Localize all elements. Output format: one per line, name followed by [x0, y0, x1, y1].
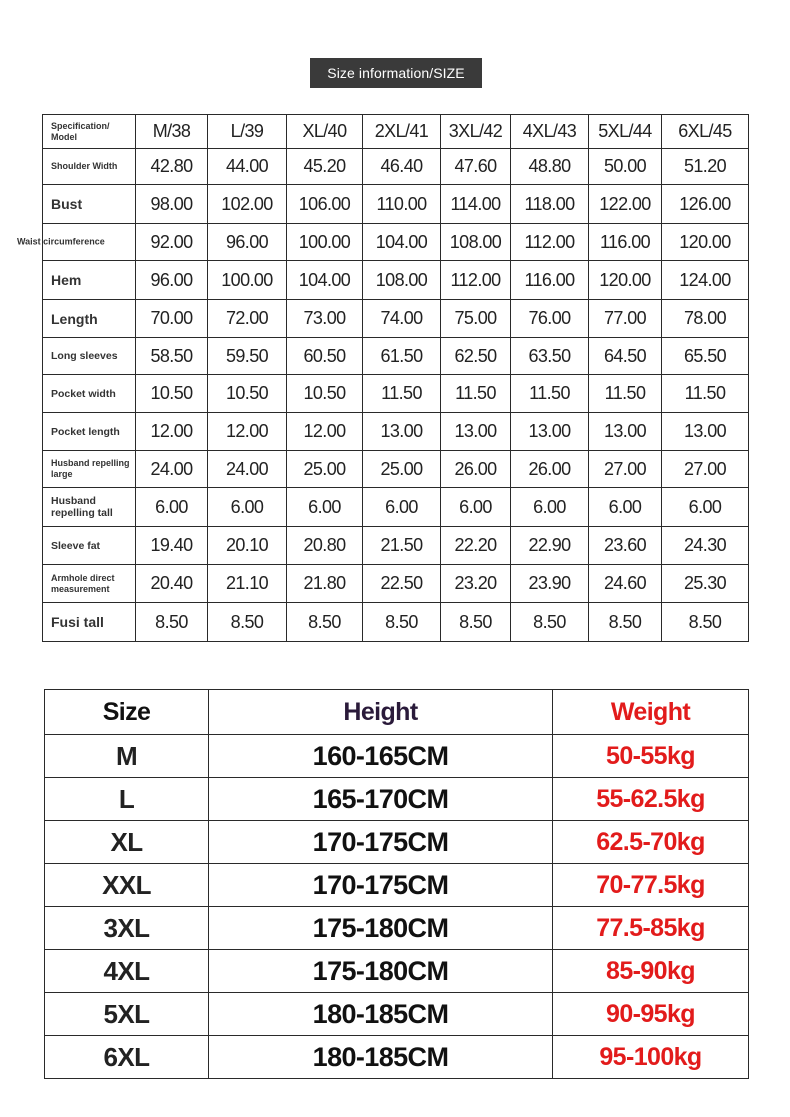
- spec-cell: 70.00: [136, 300, 208, 338]
- spec-cell: 126.00: [662, 185, 749, 224]
- spec-row: [43, 185, 749, 224]
- spec-cell: 75.00: [441, 300, 511, 338]
- spec-row-label: Fusi tall: [43, 603, 136, 642]
- spec-cell: 22.90: [511, 527, 589, 565]
- spec-row-label: Pocket width: [43, 375, 136, 413]
- spec-cell: 6.00: [363, 488, 441, 527]
- spec-cell: 62.50: [441, 338, 511, 375]
- size-cell-size: 5XL: [45, 993, 209, 1036]
- size-info-title: Size information/SIZE: [310, 58, 482, 88]
- spec-cell: 120.00: [662, 224, 749, 261]
- spec-column-header: 5XL/44: [589, 115, 662, 149]
- size-cell-weight: 95-100kg: [553, 1036, 749, 1079]
- spec-row: [43, 224, 749, 261]
- spec-cell: 8.50: [662, 603, 749, 642]
- size-cell-size: XL: [45, 821, 209, 864]
- spec-cell: 11.50: [363, 375, 441, 413]
- spec-row-label: Sleeve fat: [43, 527, 136, 565]
- spec-row: [43, 338, 749, 375]
- spec-cell: 104.00: [287, 261, 363, 300]
- spec-cell: 58.50: [136, 338, 208, 375]
- size-cell-height: 170-175CM: [209, 864, 553, 907]
- spec-cell: 112.00: [441, 261, 511, 300]
- spec-cell: 24.60: [589, 565, 662, 603]
- size-cell-size: M: [45, 735, 209, 778]
- spec-cell: 44.00: [208, 149, 287, 185]
- spec-row: [43, 603, 749, 642]
- size-row: [45, 821, 749, 864]
- spec-cell: 20.80: [287, 527, 363, 565]
- spec-cell: 8.50: [287, 603, 363, 642]
- spec-column-header: 2XL/41: [363, 115, 441, 149]
- size-cell-height: 175-180CM: [209, 950, 553, 993]
- spec-cell: 102.00: [208, 185, 287, 224]
- spec-cell: 96.00: [136, 261, 208, 300]
- size-cell-height: 170-175CM: [209, 821, 553, 864]
- size-cell-height: 180-185CM: [209, 1036, 553, 1079]
- spec-row-label: [17, 224, 136, 261]
- spec-row-label: Shoulder Width: [43, 149, 136, 185]
- spec-cell: 116.00: [511, 261, 589, 300]
- spec-cell: 24.30: [662, 527, 749, 565]
- spec-cell: 112.00: [511, 224, 589, 261]
- spec-row-label: Bust: [43, 185, 136, 224]
- spec-column-header: XL/40: [287, 115, 363, 149]
- spec-cell: 8.50: [208, 603, 287, 642]
- spec-cell: 21.10: [208, 565, 287, 603]
- spec-cell: 25.30: [662, 565, 749, 603]
- spec-column-header: 4XL/43: [511, 115, 589, 149]
- spec-cell: 11.50: [511, 375, 589, 413]
- spec-cell: 118.00: [511, 185, 589, 224]
- spec-cell: 22.20: [441, 527, 511, 565]
- size-cell-weight: 70-77.5kg: [553, 864, 749, 907]
- spec-cell: 65.50: [662, 338, 749, 375]
- spec-cell: 8.50: [589, 603, 662, 642]
- size-cell-weight: 62.5-70kg: [553, 821, 749, 864]
- spec-row: [43, 451, 749, 488]
- spec-cell: 98.00: [136, 185, 208, 224]
- spec-cell: 6.00: [589, 488, 662, 527]
- spec-row: [43, 527, 749, 565]
- spec-cell: 106.00: [287, 185, 363, 224]
- spec-row-label: Pocket length: [43, 413, 136, 451]
- spec-row-label: Long sleeves: [43, 338, 136, 375]
- spec-corner-label: Specification/ Model: [43, 115, 136, 149]
- spec-cell: 26.00: [511, 451, 589, 488]
- spec-cell: 13.00: [363, 413, 441, 451]
- spec-cell: 25.00: [363, 451, 441, 488]
- spec-cell: 26.00: [441, 451, 511, 488]
- spec-cell: 27.00: [589, 451, 662, 488]
- spec-cell: 72.00: [208, 300, 287, 338]
- spec-cell: 12.00: [208, 413, 287, 451]
- spec-cell: 50.00: [589, 149, 662, 185]
- spec-column-header: M/38: [136, 115, 208, 149]
- spec-cell: 108.00: [441, 224, 511, 261]
- spec-row: [43, 413, 749, 451]
- spec-cell: 61.50: [363, 338, 441, 375]
- spec-row-label-text: Waist circumference: [17, 236, 105, 247]
- spec-row: [43, 300, 749, 338]
- spec-row-label: Husband repelling large: [43, 451, 136, 488]
- spec-cell: 92.00: [136, 224, 208, 261]
- spec-cell: 63.50: [511, 338, 589, 375]
- size-cell-size: 4XL: [45, 950, 209, 993]
- spec-cell: 8.50: [363, 603, 441, 642]
- size-cell-height: 160-165CM: [209, 735, 553, 778]
- spec-cell: 13.00: [441, 413, 511, 451]
- spec-cell: 11.50: [662, 375, 749, 413]
- spec-row: [43, 375, 749, 413]
- spec-cell: 13.00: [589, 413, 662, 451]
- spec-cell: 6.00: [136, 488, 208, 527]
- size-cell-weight: 77.5-85kg: [553, 907, 749, 950]
- spec-cell: 6.00: [441, 488, 511, 527]
- spec-cell: 20.10: [208, 527, 287, 565]
- size-cell-size: XXL: [45, 864, 209, 907]
- size-cell-size: 6XL: [45, 1036, 209, 1079]
- spec-cell: 10.50: [208, 375, 287, 413]
- size-row: [45, 950, 749, 993]
- spec-cell: 6.00: [511, 488, 589, 527]
- size-row: [45, 993, 749, 1036]
- spec-cell: 60.50: [287, 338, 363, 375]
- spec-cell: 48.80: [511, 149, 589, 185]
- size-row: [45, 1036, 749, 1079]
- spec-row: [43, 488, 749, 527]
- size-row: [45, 864, 749, 907]
- spec-cell: 24.00: [136, 451, 208, 488]
- spec-cell: 73.00: [287, 300, 363, 338]
- spec-cell: 22.50: [363, 565, 441, 603]
- spec-row: [43, 149, 749, 185]
- spec-cell: 12.00: [136, 413, 208, 451]
- spec-cell: 110.00: [363, 185, 441, 224]
- spec-cell: 45.20: [287, 149, 363, 185]
- spec-cell: 76.00: [511, 300, 589, 338]
- spec-cell: 120.00: [589, 261, 662, 300]
- spec-cell: 64.50: [589, 338, 662, 375]
- spec-cell: 23.60: [589, 527, 662, 565]
- spec-cell: 74.00: [363, 300, 441, 338]
- spec-cell: 6.00: [662, 488, 749, 527]
- spec-cell: 27.00: [662, 451, 749, 488]
- spec-cell: 19.40: [136, 527, 208, 565]
- spec-row-label: Husband repelling tall: [43, 488, 136, 527]
- spec-header-row: [43, 115, 749, 149]
- spec-cell: 77.00: [589, 300, 662, 338]
- spec-cell: 124.00: [662, 261, 749, 300]
- size-cell-height: 175-180CM: [209, 907, 553, 950]
- spec-cell: 13.00: [511, 413, 589, 451]
- size-header-size: Size: [45, 690, 209, 735]
- spec-cell: 104.00: [363, 224, 441, 261]
- size-cell-size: L: [45, 778, 209, 821]
- spec-row-label: Hem: [43, 261, 136, 300]
- spec-column-header: 3XL/42: [441, 115, 511, 149]
- spec-cell: 78.00: [662, 300, 749, 338]
- size-header-height: Height: [209, 690, 553, 735]
- spec-cell: 122.00: [589, 185, 662, 224]
- size-row: [45, 907, 749, 950]
- spec-cell: 6.00: [208, 488, 287, 527]
- spec-cell: 8.50: [441, 603, 511, 642]
- spec-cell: 96.00: [208, 224, 287, 261]
- size-cell-weight: 90-95kg: [553, 993, 749, 1036]
- spec-cell: 21.50: [363, 527, 441, 565]
- size-cell-height: 165-170CM: [209, 778, 553, 821]
- spec-cell: 25.00: [287, 451, 363, 488]
- spec-cell: 11.50: [589, 375, 662, 413]
- size-cell-weight: 55-62.5kg: [553, 778, 749, 821]
- spec-cell: 116.00: [589, 224, 662, 261]
- spec-column-header: 6XL/45: [662, 115, 749, 149]
- size-cell-weight: 85-90kg: [553, 950, 749, 993]
- spec-cell: 10.50: [136, 375, 208, 413]
- spec-cell: 108.00: [363, 261, 441, 300]
- size-row: [45, 735, 749, 778]
- size-cell-size: 3XL: [45, 907, 209, 950]
- spec-cell: 11.50: [441, 375, 511, 413]
- spec-cell: 8.50: [511, 603, 589, 642]
- spec-cell: 13.00: [662, 413, 749, 451]
- spec-cell: 20.40: [136, 565, 208, 603]
- spec-cell: 23.20: [441, 565, 511, 603]
- spec-cell: 100.00: [208, 261, 287, 300]
- spec-cell: 46.40: [363, 149, 441, 185]
- spec-column-header: L/39: [208, 115, 287, 149]
- spec-cell: 8.50: [136, 603, 208, 642]
- size-header-weight: Weight: [553, 690, 749, 735]
- spec-cell: 24.00: [208, 451, 287, 488]
- spec-cell: 42.80: [136, 149, 208, 185]
- size-cell-height: 180-185CM: [209, 993, 553, 1036]
- spec-row: [43, 565, 749, 603]
- spec-row-label: Length: [43, 300, 136, 338]
- spec-cell: 12.00: [287, 413, 363, 451]
- spec-cell: 6.00: [287, 488, 363, 527]
- spec-cell: 114.00: [441, 185, 511, 224]
- spec-cell: 51.20: [662, 149, 749, 185]
- spec-row: [43, 261, 749, 300]
- spec-cell: 100.00: [287, 224, 363, 261]
- spec-cell: 21.80: [287, 565, 363, 603]
- size-cell-weight: 50-55kg: [553, 735, 749, 778]
- spec-cell: 59.50: [208, 338, 287, 375]
- spec-row-label: Armhole direct measurement: [43, 565, 136, 603]
- spec-cell: 10.50: [287, 375, 363, 413]
- specification-table: [17, 114, 749, 642]
- spec-cell: 47.60: [441, 149, 511, 185]
- size-row: [45, 778, 749, 821]
- size-height-weight-table: [44, 689, 749, 1079]
- size-header-row: [45, 690, 749, 735]
- spec-cell: 23.90: [511, 565, 589, 603]
